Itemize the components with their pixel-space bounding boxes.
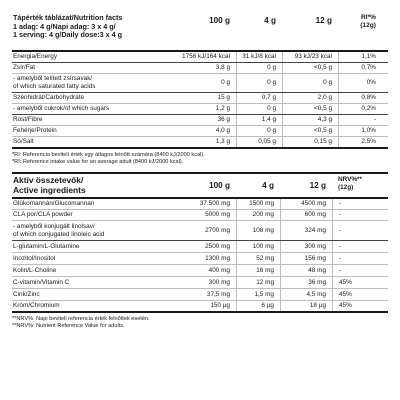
- active-ingredients-title: Aktív összetevők/ Active ingredients: [13, 175, 86, 195]
- value-100g: 1756 kJ/164 kcal: [182, 53, 230, 60]
- active-ingredients-table: [12, 172, 388, 330]
- value-nrv: -: [332, 241, 380, 252]
- table-row: [12, 126, 388, 137]
- value-100g: 15 g: [217, 94, 230, 101]
- table-row: [12, 93, 388, 104]
- table-row: [12, 74, 388, 93]
- value-12g: 36 mg: [280, 277, 332, 288]
- row-label: CLA por/CLA powder: [13, 211, 73, 218]
- col-header-12g: 12 g: [309, 181, 326, 190]
- row-label: - amelyből konjugált linolsav/ of which conjugated linoleic acid: [13, 222, 105, 238]
- value-ri: 1,1%: [338, 52, 378, 62]
- row-label: L-glutamin/L-Glutamine: [13, 242, 80, 250]
- value-12g: 300 mg: [280, 241, 332, 252]
- table-row: [12, 63, 388, 74]
- value-ri: 0,7%: [338, 63, 378, 73]
- value-12g: 4,5 mg: [280, 289, 332, 300]
- value-4g: 0 g: [236, 74, 282, 92]
- table-row: [12, 137, 388, 149]
- value-100g: 0 g: [221, 79, 230, 86]
- value-ri: 2,5%: [338, 137, 378, 147]
- table-row: [12, 301, 388, 313]
- nutrition-facts-table: [12, 12, 388, 166]
- nrv-footnote-en: **NRV%: Nutrient Reference Value for adults.: [12, 323, 125, 329]
- value-100g: 37.500 mg: [199, 200, 230, 207]
- value-12g: 93 kJ/23 kcal: [282, 52, 338, 62]
- value-nrv: 45%: [332, 289, 380, 300]
- value-4g: 0 g: [236, 126, 282, 136]
- value-nrv: -: [332, 210, 380, 220]
- nrv-footnote-hu: **NRV%: Napi beviteli referencia érték felnőttek esetén.: [12, 316, 150, 322]
- value-100g: 5000 mg: [205, 211, 230, 218]
- nutrition-facts-header: [12, 12, 388, 52]
- value-4g: 31 kJ/8 kcal: [236, 52, 282, 62]
- table-row: [12, 289, 388, 301]
- col-header-ri: RI*% (12g): [360, 14, 376, 29]
- table-row: [12, 104, 388, 115]
- value-100g: 1300 mg: [205, 254, 230, 262]
- row-label: Fehérje/Protein: [13, 127, 57, 134]
- value-nrv: -: [332, 253, 380, 264]
- col-header-12g: 12 g: [315, 16, 332, 25]
- value-12g: <0,5 g: [282, 63, 338, 73]
- row-label: - amelyből cukrok/of which sugars: [13, 105, 110, 112]
- value-4g: 0,05 g: [236, 137, 282, 147]
- value-4g: 52 mg: [236, 253, 280, 264]
- table-row: [12, 241, 388, 253]
- value-12g: 0,15 g: [282, 137, 338, 147]
- table-row: [12, 115, 388, 126]
- table-row: [12, 265, 388, 277]
- value-ri: 0%: [338, 74, 378, 92]
- table-row: [12, 199, 388, 210]
- value-4g: 100 mg: [236, 241, 280, 252]
- value-12g: 2,0 g: [282, 93, 338, 103]
- value-4g: 6 µg: [236, 301, 280, 311]
- value-100g: 400 mg: [208, 266, 230, 274]
- value-12g: 48 mg: [280, 265, 332, 276]
- nutrition-facts-title: Tápérték táblázat/Nutrition facts 1 adag: 4 g/Napi adag: 3 x 4 g/ 1 serving: 4 g/Daily dose:3 x 4 g: [13, 13, 123, 40]
- value-nrv: -: [332, 221, 380, 240]
- value-100g: 2700 mg: [205, 226, 230, 234]
- table-row: [12, 210, 388, 221]
- value-nrv: 45%: [332, 301, 380, 311]
- value-100g: 3,8 g: [215, 64, 230, 71]
- row-label: Króm/Chromium: [13, 302, 60, 309]
- row-label: Glükomannán/Glucomannan: [13, 200, 95, 207]
- value-4g: 1500 mg: [236, 199, 280, 209]
- table-row: [12, 52, 388, 63]
- table-row: [12, 253, 388, 265]
- nutrition-label: [12, 12, 388, 330]
- value-12g: <0,5 g: [282, 104, 338, 114]
- value-nrv: -: [332, 199, 380, 209]
- value-4g: 0 g: [236, 63, 282, 73]
- value-4g: 108 mg: [236, 221, 280, 240]
- value-12g: 600 mg: [280, 210, 332, 220]
- row-label: Só/Salt: [13, 138, 34, 145]
- value-100g: 1,3 g: [215, 138, 230, 145]
- row-label: Zsír/Fat: [13, 64, 36, 71]
- value-4g: 1,4 g: [236, 115, 282, 125]
- value-12g: 4,3 g: [282, 115, 338, 125]
- value-4g: 200 mg: [236, 210, 280, 220]
- row-label: - amelyből telített zsírsavak/ of which saturated fatty acids: [13, 75, 96, 90]
- value-100g: 2500 mg: [205, 242, 230, 250]
- value-4g: 0,7 g: [236, 93, 282, 103]
- value-100g: 1,2 g: [215, 105, 230, 112]
- value-4g: 1,5 mg: [236, 289, 280, 300]
- ri-footnote-hu: *RI: Referencia beviteli érték egy átlagos felnőtt számára (8400 kJ/2000 kcal).: [12, 152, 205, 158]
- active-ingredients-header: [12, 172, 388, 199]
- col-header-100g: 100 g: [209, 16, 230, 25]
- value-12g: 4500 mg: [280, 199, 332, 209]
- value-12g: <0,5 g: [282, 126, 338, 136]
- row-label: Rost/Fibre: [13, 116, 43, 123]
- value-100g: 300 mg: [208, 278, 230, 286]
- value-4g: 0 g: [236, 104, 282, 114]
- value-ri: 1,0%: [338, 126, 378, 136]
- value-100g: 37,5 mg: [206, 290, 230, 298]
- table-row: [12, 221, 388, 241]
- row-label: C-vitamin/Vitamin C: [13, 278, 70, 286]
- value-100g: 4,0 g: [215, 127, 230, 134]
- col-header-100g: 100 g: [209, 181, 230, 190]
- value-12g: 0 g: [282, 74, 338, 92]
- table-row: [12, 277, 388, 289]
- value-ri: -: [338, 115, 378, 125]
- value-12g: 18 µg: [280, 301, 332, 311]
- row-label: Szénhidrát/Carbohydrate: [13, 94, 85, 101]
- row-label: Inozitol/Inositol: [13, 254, 56, 262]
- ri-footnote-en: *RI: Reference intake value for an average adult (8400 kJ/2000 kcal).: [12, 159, 184, 165]
- col-header-nrv: NRV%** (12g): [338, 176, 363, 191]
- value-ri: 0,8%: [338, 93, 378, 103]
- value-ri: 0,2%: [338, 104, 378, 114]
- value-4g: 12 mg: [236, 277, 280, 288]
- value-4g: 16 mg: [236, 265, 280, 276]
- row-label: Cink/Zinc: [13, 290, 40, 298]
- value-12g: 156 mg: [280, 253, 332, 264]
- col-header-4g: 4 g: [262, 181, 274, 190]
- value-12g: 324 mg: [280, 221, 332, 240]
- row-label: Energia/Energy: [13, 53, 58, 60]
- value-100g: 150 µg: [210, 302, 230, 309]
- col-header-4g: 4 g: [264, 16, 276, 25]
- value-100g: 36 g: [217, 116, 230, 123]
- value-nrv: 45%: [332, 277, 380, 288]
- row-label: Kolin/L-Choline: [13, 266, 57, 274]
- value-nrv: -: [332, 265, 380, 276]
